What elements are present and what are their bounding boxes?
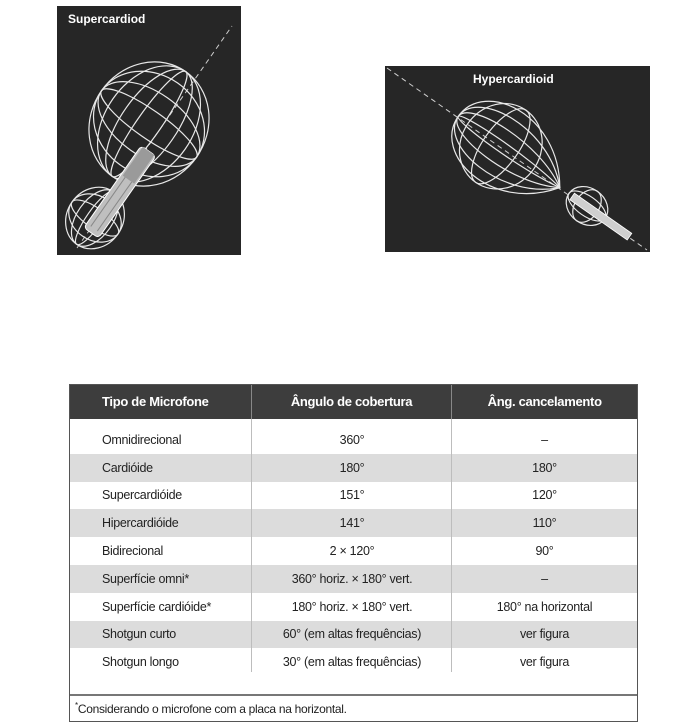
cell-cobertura: 60° (em altas frequências) xyxy=(282,627,422,642)
table-row xyxy=(70,426,637,454)
cell-cancelamento: ver figura xyxy=(519,627,570,642)
cell-cancelamento: – xyxy=(541,432,548,447)
cell-tipo: Supercardióide xyxy=(102,488,182,503)
table-row xyxy=(70,454,637,482)
cell-cobertura: 180° xyxy=(339,460,365,475)
cell-tipo: Omnidirecional xyxy=(102,432,182,447)
table-row xyxy=(70,648,637,676)
supercardioid-polar-pattern xyxy=(57,6,241,255)
footnote-mark: * xyxy=(75,701,78,710)
cell-tipo: Superfície cardióide* xyxy=(102,599,212,614)
cell-cobertura: 2 × 120° xyxy=(329,544,375,559)
cell-tipo: Shotgun curto xyxy=(102,627,176,642)
cell-tipo: Superfície omni* xyxy=(102,571,189,586)
table-row xyxy=(70,537,637,565)
cell-cancelamento: 180° xyxy=(532,460,557,475)
cell-cancelamento: 180° na horizontal xyxy=(496,599,593,614)
cell-cancelamento: ver figura xyxy=(519,655,570,670)
cell-tipo: Cardióide xyxy=(102,460,153,475)
column-divider xyxy=(451,419,452,672)
cell-cancelamento: 120° xyxy=(532,488,557,503)
cell-cobertura: 30° (em altas frequências) xyxy=(282,655,422,670)
table-row xyxy=(70,482,637,510)
header-tipo: Tipo de Microfone xyxy=(70,385,252,419)
hypercardioid-title: Hypercardioid xyxy=(473,72,554,86)
supercardioid-title: Supercardiod xyxy=(68,12,146,26)
cell-cobertura: 360° xyxy=(339,432,365,447)
column-divider xyxy=(251,419,252,672)
table-header xyxy=(70,385,637,419)
header-angulo-cobertura: Ângulo de cobertura xyxy=(252,385,453,419)
cell-tipo: Shotgun longo xyxy=(102,655,179,670)
cell-cobertura: 151° xyxy=(339,488,365,503)
footnote-divider xyxy=(70,694,637,696)
table-row xyxy=(70,565,637,593)
cell-cobertura: 360° horiz. × 180° vert. xyxy=(291,571,413,586)
table-row xyxy=(70,621,637,649)
cell-cobertura: 180° horiz. × 180° vert. xyxy=(291,599,413,614)
hypercardioid-polar-pattern xyxy=(385,66,650,252)
footnote xyxy=(75,701,347,716)
cell-cancelamento: – xyxy=(541,571,548,586)
cell-cancelamento: 90° xyxy=(535,544,554,559)
supercardioid-figure xyxy=(57,6,241,255)
cell-tipo: Hipercardióide xyxy=(102,516,179,531)
table-body xyxy=(70,426,637,676)
cell-cancelamento: 110° xyxy=(532,516,557,531)
header-angulo-cancelamento: Âng. cancelamento xyxy=(487,394,602,409)
cell-tipo: Bidirecional xyxy=(102,544,164,559)
hypercardioid-figure xyxy=(385,66,650,252)
table-row xyxy=(70,593,637,621)
cell-cobertura: 141° xyxy=(339,516,365,531)
microphone-table xyxy=(69,384,638,722)
table-row xyxy=(70,509,637,537)
footnote-text: Considerando o microfone com a placa na horizontal. xyxy=(77,702,347,716)
